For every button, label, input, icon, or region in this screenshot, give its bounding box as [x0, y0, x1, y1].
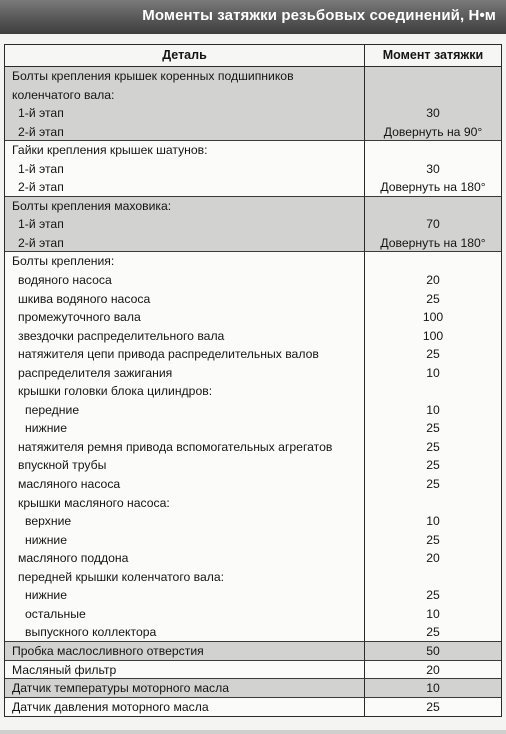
table-row — [5, 531, 501, 550]
torque-value-cell: 25 — [426, 421, 440, 436]
part-name-cell: шкива водяного насоса — [5, 290, 365, 309]
torque-value-cell: 10 — [426, 606, 440, 621]
part-name-cell: остальные — [5, 605, 365, 624]
part-name-cell: Гайки крепления крышек шатунов: — [5, 141, 365, 160]
torque-value-cell: 10 — [426, 365, 440, 380]
part-name-cell: 1-й этап — [5, 215, 365, 234]
table-row — [5, 197, 501, 216]
torque-value-cell: 10 — [426, 402, 440, 417]
torque-value-cell — [365, 141, 501, 160]
torque-value-cell: 25 — [426, 699, 440, 714]
torque-value-cell: 25 — [426, 291, 440, 306]
table-row — [5, 308, 501, 327]
table-row — [5, 234, 501, 253]
part-name-cell: крышки масляного насоса: — [5, 494, 365, 513]
page-title: Моменты затяжки резьбовых соединений, Н•м — [142, 7, 496, 24]
torque-value-cell — [365, 252, 501, 271]
torque-value-cell: 10 — [426, 681, 440, 696]
part-name-cell: Болты крепления маховика: — [5, 197, 365, 216]
table-row — [5, 104, 501, 123]
part-name-cell: верхние — [5, 512, 365, 531]
part-name-cell: 1-й этап — [5, 160, 365, 179]
table-row — [5, 67, 501, 86]
table-row — [5, 605, 501, 624]
table-row — [5, 623, 501, 642]
part-name-cell: коленчатого вала: — [5, 86, 365, 105]
table-row — [5, 141, 501, 160]
part-name-cell: 2-й этап — [5, 178, 365, 196]
torque-value-cell — [365, 197, 501, 216]
part-name-cell: 2-й этап — [5, 123, 365, 141]
torque-value-cell: 25 — [426, 458, 440, 473]
table-row — [5, 327, 501, 346]
part-name-cell: крышки головки блока цилиндров: — [5, 382, 365, 401]
torque-value-cell — [365, 568, 501, 587]
table-row — [5, 86, 501, 105]
table-row — [5, 512, 501, 531]
part-name-cell: масляного насоса — [5, 475, 365, 494]
title-bar — [0, 0, 506, 34]
part-name-cell: впускной трубы — [5, 456, 365, 475]
table-row — [5, 271, 501, 290]
page-bottom-rule — [0, 730, 506, 734]
part-name-cell: звездочки распределительного вала — [5, 327, 365, 346]
torque-value-cell: 20 — [426, 551, 440, 566]
torque-value-cell: 100 — [422, 328, 444, 343]
torque-value-cell: 20 — [426, 273, 440, 288]
torque-table — [4, 44, 502, 717]
torque-value-cell: 25 — [426, 347, 440, 362]
torque-value-cell: 25 — [426, 532, 440, 547]
table-row — [5, 290, 501, 309]
table-row — [5, 494, 501, 513]
torque-value-cell: 30 — [426, 161, 440, 176]
part-name-cell: нижние — [5, 531, 365, 550]
table-row — [5, 438, 501, 457]
torque-value-cell: 25 — [426, 625, 440, 640]
column-header-torque: Момент затяжки — [382, 48, 484, 62]
torque-value-cell: 25 — [426, 439, 440, 454]
table-row — [5, 549, 501, 568]
torque-value-cell: Довернуть на 90° — [383, 124, 483, 139]
table-header — [5, 45, 501, 67]
part-name-cell: 2-й этап — [5, 234, 365, 252]
table-row — [5, 364, 501, 383]
part-name-cell: распределителя зажигания — [5, 364, 365, 383]
table-row — [5, 401, 501, 420]
part-name-cell: нижние — [5, 419, 365, 438]
part-name-cell: Пробка маслосливного отверстия — [5, 642, 365, 660]
torque-value-cell: Довернуть на 180° — [380, 180, 486, 195]
part-name-cell: масляного поддона — [5, 549, 365, 568]
table-row — [5, 661, 501, 680]
part-name-cell: Датчик температуры моторного масла — [5, 679, 365, 697]
table-row — [5, 679, 501, 698]
torque-value-cell: 100 — [422, 310, 444, 325]
table-row — [5, 382, 501, 401]
table-row — [5, 252, 501, 271]
table-row — [5, 419, 501, 438]
column-header-part: Деталь — [5, 45, 365, 66]
table-row — [5, 345, 501, 364]
part-name-cell: Болты крепления: — [5, 252, 365, 271]
torque-value-cell: 70 — [426, 217, 440, 232]
torque-value-cell — [365, 494, 501, 513]
table-row — [5, 568, 501, 587]
table-row — [5, 456, 501, 475]
table-row — [5, 586, 501, 605]
torque-value-cell — [365, 382, 501, 401]
torque-value-cell: Довернуть на 180° — [380, 235, 486, 250]
table-row — [5, 123, 501, 142]
table-row — [5, 475, 501, 494]
part-name-cell: выпускного коллектора — [5, 623, 365, 641]
part-name-cell: 1-й этап — [5, 104, 365, 123]
torque-value-cell — [365, 67, 501, 86]
part-name-cell: Болты крепления крышек коренных подшипников — [5, 67, 365, 86]
torque-value-cell — [365, 86, 501, 105]
torque-value-cell: 25 — [426, 588, 440, 603]
table-row — [5, 698, 501, 717]
table-row — [5, 178, 501, 197]
table-row — [5, 642, 501, 661]
table-body — [5, 67, 501, 716]
part-name-cell: нижние — [5, 586, 365, 605]
torque-value-cell: 20 — [426, 662, 440, 677]
table-row — [5, 215, 501, 234]
torque-value-cell: 10 — [426, 514, 440, 529]
part-name-cell: передние — [5, 401, 365, 420]
part-name-cell: натяжителя ремня привода вспомогательных агрегатов — [5, 438, 365, 457]
part-name-cell: передней крышки коленчатого вала: — [5, 568, 365, 587]
part-name-cell: натяжителя цепи привода распределительных валов — [5, 345, 365, 364]
part-name-cell: промежуточного вала — [5, 308, 365, 327]
part-name-cell: Масляный фильтр — [5, 661, 365, 679]
table-row — [5, 160, 501, 179]
part-name-cell: водяного насоса — [5, 271, 365, 290]
part-name-cell: Датчик давления моторного масла — [5, 698, 365, 717]
torque-value-cell: 50 — [426, 643, 440, 658]
torque-value-cell: 30 — [426, 106, 440, 121]
torque-value-cell: 25 — [426, 477, 440, 492]
